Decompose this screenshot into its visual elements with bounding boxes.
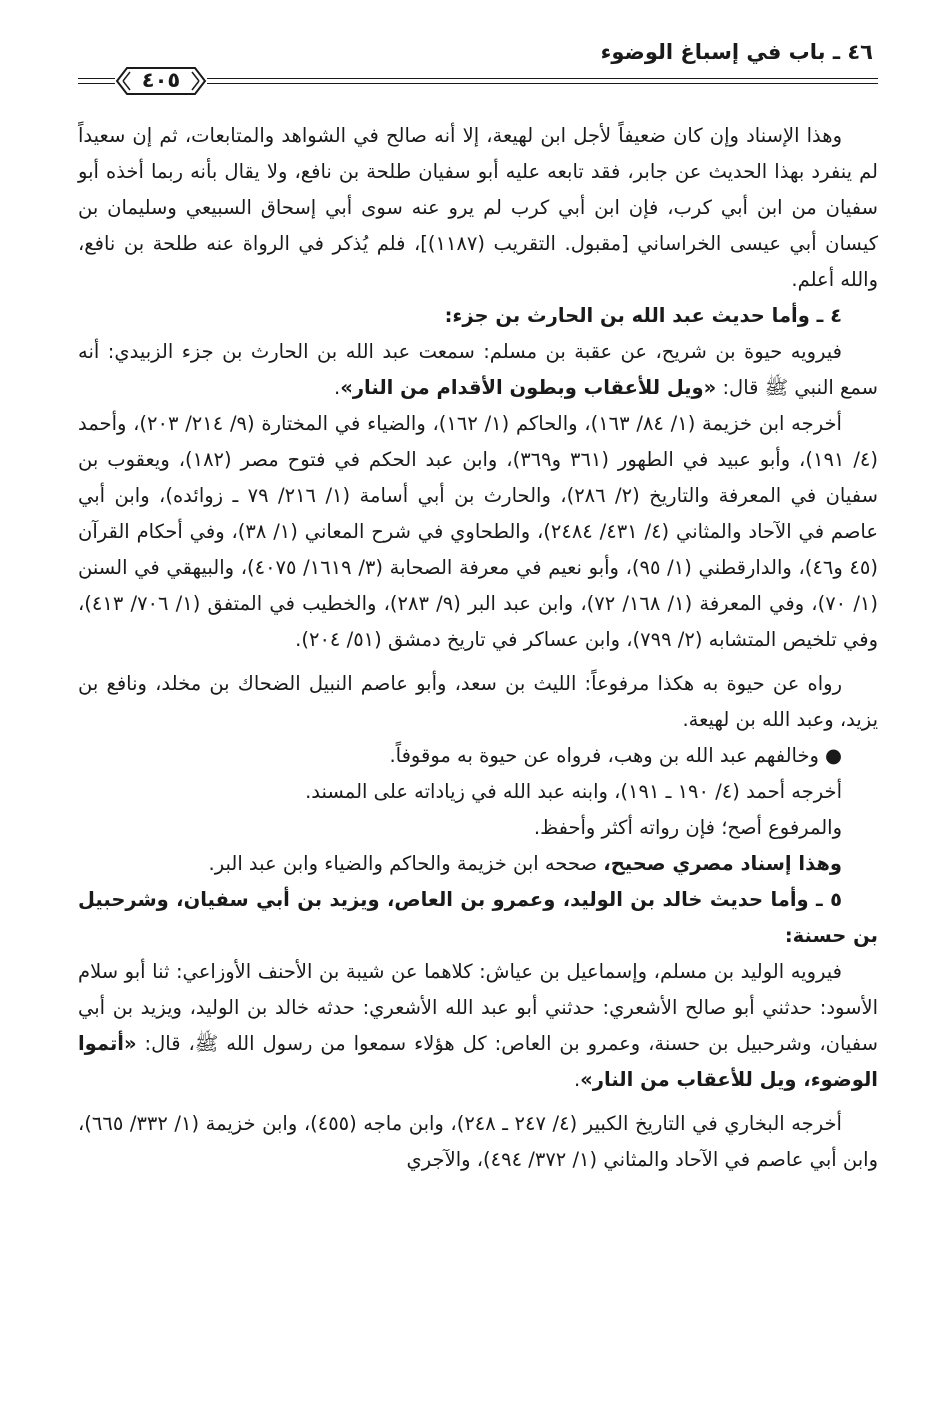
paragraph-isnad-assessment: وهذا الإسناد وإن كان ضعيفاً لأجل ابن لهيعة، إلا أنه صالح في الشواهد والمتابعات، ثم إن سعيداً لم ينفرد بهذا الحديث عن جابر، فقد تابعه عليه أبو سفيان طلحة بن نافع، ولا يقال بأنه ربما أخذه أبو سفيان من ابن أبي كرب، فإن ابن أبي كرب لم يرو عنه سوى أبي إسحاق السبيعي وسليمان بن كيسان أبي عيسى الخراساني [مقبول. التقريب (١١٨٧)]، فلم يُذكر في الرواة عنه طلحة بن نافع، والله أعلم.	[78, 124, 878, 291]
period: .	[334, 376, 341, 399]
section-heading-5: ٥ ـ وأما حديث خالد بن الوليد، وعمرو بن العاص، ويزيد بن أبي سفيان، وشرحبيل بن حسنة:	[78, 888, 878, 947]
paragraph-hadith-4	[78, 334, 878, 406]
verdict-bold: وهذا إسناد مصري صحيح،	[603, 852, 842, 875]
paragraph-hadith-5	[78, 954, 878, 1098]
page-number-ornament	[115, 62, 207, 100]
paragraph-takhrij-mawquf: أخرجه أحمد (٤/ ١٩٠ ـ ١٩١)، وابنه عبد الله في زياداته على المسند.	[305, 780, 842, 803]
hadith-text: «ويل للأعقاب وبطون الأقدام من النار»	[340, 376, 717, 399]
verdict-rest: صححه ابن خزيمة والحاكم والضياء وابن عبد البر.	[208, 852, 604, 875]
chapter-header: ٤٦ ـ باب في إسباغ الوضوء	[600, 40, 873, 64]
paragraph-disagreement	[78, 738, 878, 774]
hadith-chain: فيرويه حيوة بن شريح، عن عقبة بن مسلم: سمعت عبد الله بن الحارث بن جزء الزبيدي: أنه سمع النبي ﷺ قال:	[78, 340, 878, 399]
paragraph-tarjih: والمرفوع أصح؛ فإن رواته أكثر وأحفظ.	[533, 816, 842, 839]
paragraph-takhrij-5: أخرجه البخاري في التاريخ الكبير (٤/ ٢٤٧ ـ ٢٤٨)، وابن ماجه (٤٥٥)، وابن خزيمة (١/ ٣٣٢/ ٦٦٥)، وابن أبي عاصم في الآحاد والمثاني (١/ ٣٧٢/ ٤٩٤)، والآجري	[78, 1112, 878, 1171]
disagreement-text: وخالفهم عبد الله بن وهب، فرواه عن حيوة به موقوفاً.	[389, 744, 819, 767]
hadith-text-5: «أتموا الوضوء، ويل للأعقاب من النار»	[78, 1032, 878, 1091]
section-heading-4: ٤ ـ وأما حديث عبد الله بن الحارث بن جزء:	[444, 304, 842, 327]
paragraph-narrators: رواه عن حيوة به هكذا مرفوعاً: الليث بن سعد، وأبو عاصم النبيل الضحاك بن مخلد، ونافع بن يزيد، وعبد الله بن لهيعة.	[78, 672, 878, 731]
hadith-chain-5: فيرويه الوليد بن مسلم، وإسماعيل بن عياش: كلاهما عن شيبة بن الأحنف الأوزاعي: ثنا أبو سلام الأسود: حدثني أبو صالح الأشعري: حدثني أبو عبد الله الأشعري: حدثه خالد بن الوليد، ويزيد بن أبي سفيان، وشرحبيل بن حسنة، وعمرو بن العاص: كل هؤلاء سمعوا من رسول الله ﷺ، قال:	[78, 960, 878, 1055]
period-5: .	[573, 1068, 581, 1091]
paragraph-takhrij-4: أخرجه ابن خزيمة (١/ ٨٤/ ١٦٣)، والحاكم (١/ ١٦٢)، والضياء في المختارة (٩/ ٢١٤/ ٢٠٣)، وأحمد (٤/ ١٩١)، وأبو عبيد في الطهور (٣٦١ و٣٦٩)، وابن عبد الحكم في فتوح مصر (١٨٢)، ويعقوب بن سفيان في المعرفة والتاريخ (٢/ ٢٨٦)، والحارث بن أبي أسامة (١/ ٢١٦/ ٧٩ ـ زوائده)، وابن أبي عاصم في الآحاد والمثاني (٤/ ٤٣١/ ٢٤٨٤)، والطحاوي في شرح المعاني (١/ ٣٨)، وفي أحكام القرآن (٤٥ و٤٦)، والدارقطني (١/ ٩٥)، وأبو نعيم في معرفة الصحابة (٣/ ١٦١٩/ ٤٠٧٥)، والبيهقي في السنن (١/ ٧٠)، وفي المعرفة (١/ ١٦٨/ ٧٢)، وابن عبد البر (٩/ ٢٨٣)، والخطيب في المتفق (١/ ٧٠٦/ ٤١٣)، وفي تلخيص المتشابه (٢/ ٧٩٩)، وابن عساكر في تاريخ دمشق (٥١/ ٢٠٤).	[78, 412, 878, 651]
page-body	[78, 118, 878, 1178]
bullet-icon: ●	[824, 744, 842, 767]
page-number: ٤٠٥	[141, 68, 181, 92]
paragraph-verdict	[78, 846, 878, 882]
